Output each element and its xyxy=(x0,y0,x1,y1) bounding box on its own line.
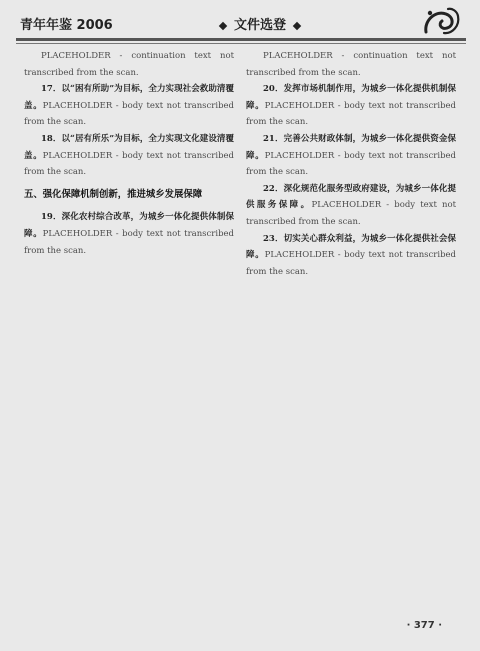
numbered-paragraph xyxy=(246,181,456,231)
diamond-icon xyxy=(293,21,301,29)
paragraph-text: PLACEHOLDER - body text not transcribed from the scan. xyxy=(24,100,234,128)
paragraph-lead: 18．以“居有所乐”为目标，全力实现文化建设清覆盖。 xyxy=(24,133,234,161)
paragraph-lead: 23．切实关心群众利益，为城乡一体化提供社会保障。 xyxy=(246,233,456,261)
paragraph-lead: 19．深化农村综合改革，为城乡一体化提供体制保障。 xyxy=(24,212,234,239)
paragraph-text: PLACEHOLDER - continuation text not transcribed from the scan. xyxy=(24,51,234,78)
body-paragraph xyxy=(24,48,234,81)
paragraph-text: PLACEHOLDER - body text not transcribed from the scan. xyxy=(246,100,456,128)
right-column xyxy=(246,48,456,618)
diamond-icon xyxy=(219,21,227,29)
section-heading: 五、强化保障机制创新，推进城乡发展保障 xyxy=(24,188,203,200)
running-header xyxy=(16,6,466,36)
numbered-paragraph xyxy=(24,81,234,131)
section-label: 文件选登 xyxy=(234,18,287,33)
paragraph-text: PLACEHOLDER - body text not transcribed from the scan. xyxy=(246,250,456,277)
paragraph-text: PLACEHOLDER - body text not transcribed from the scan. xyxy=(246,150,456,178)
numbered-paragraph xyxy=(24,131,234,181)
page-number: · 377 · xyxy=(406,620,442,631)
swirl-logo-icon xyxy=(422,6,462,36)
yearbook-title: 青年年鉴 2006 xyxy=(20,18,113,33)
paragraph-lead: 22．深化规范化服务型政府建设，为城乡一体化提供服务保障。 xyxy=(246,183,456,211)
two-column-body xyxy=(24,48,456,618)
paragraph-text: PLACEHOLDER - body text not transcribed from the scan. xyxy=(24,228,234,256)
header-rule xyxy=(16,38,466,41)
paragraph-text: PLACEHOLDER - body text not transcribed from the scan. xyxy=(24,150,234,178)
paragraph-text: PLACEHOLDER - continuation text not transcribed from the scan. xyxy=(246,51,456,78)
numbered-paragraph xyxy=(24,209,234,259)
header-rule-thin xyxy=(16,43,466,44)
numbered-paragraph xyxy=(246,231,456,281)
paragraph-lead: 17．以“困有所助”为目标，全力实现社会救助清覆盖。 xyxy=(24,84,234,111)
left-column xyxy=(24,48,234,618)
numbered-paragraph xyxy=(246,81,456,131)
paragraph-lead: 20．发挥市场机制作用，为城乡一体化提供机制保障。 xyxy=(246,84,456,111)
numbered-paragraph xyxy=(246,131,456,181)
section-title xyxy=(212,14,308,33)
paragraph-text: PLACEHOLDER - body text not transcribed from the scan. xyxy=(246,200,456,227)
body-paragraph xyxy=(246,48,456,81)
paragraph-lead: 21．完善公共财政体制，为城乡一体化提供资金保障。 xyxy=(246,133,456,161)
